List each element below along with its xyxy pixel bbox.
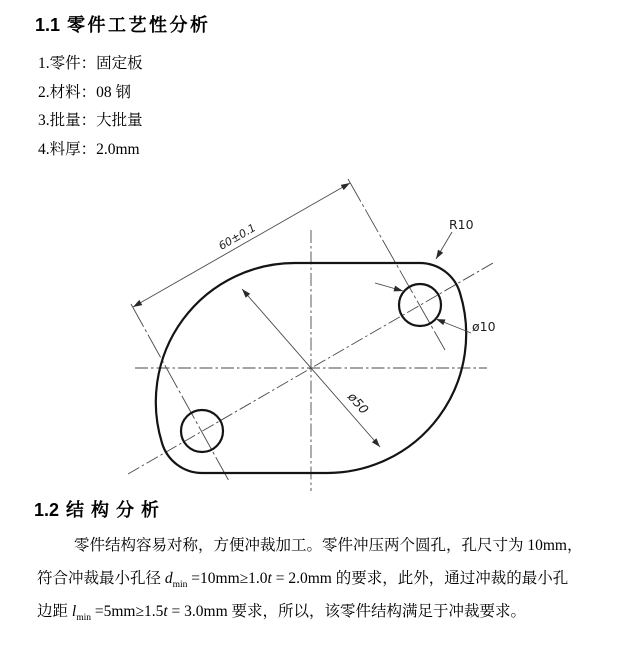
math-subscript: min <box>172 580 188 591</box>
spec-item-material: 2.材料：08 钢 <box>38 83 132 101</box>
section-1-1-number: 1.1 <box>35 15 61 35</box>
section-1-2-number: 1.2 <box>34 500 60 520</box>
arrowhead-icon <box>394 286 404 292</box>
spec-item-batch: 3.批量：大批量 <box>38 112 143 130</box>
math-var-l: l <box>71 603 77 620</box>
paragraph-line-1: 零件结构容易对称，方便冲裁加工。零件冲压两个圆孔，孔尺寸为 10mm， <box>74 537 583 554</box>
spec-item-part-name: 1.零件：固定板 <box>38 55 143 73</box>
arrowhead-icon <box>341 183 350 190</box>
dim-label-50: ø50 <box>344 389 372 417</box>
spec-item-thickness: 4.料厚：2.0mm <box>38 140 140 158</box>
section-1-1-title: 零件工艺性分析 <box>67 15 211 35</box>
arrowhead-icon <box>133 300 142 307</box>
section-1-2-heading <box>34 496 166 522</box>
text-run: = 2.0mm 的要求，此外，通过冲裁的最小孔 <box>271 570 569 587</box>
dim-label-r10: R10 <box>449 217 474 232</box>
section-1-2-title: 结构分析 <box>66 500 167 520</box>
dim-label-hole-dia: ø10 <box>472 319 496 334</box>
math-var-t: t <box>163 603 168 620</box>
paragraph-line-2 <box>37 562 619 595</box>
text-run: = 3.0mm 要求，所以，该零件结构满足于冲裁要求。 <box>167 603 527 620</box>
extension-line-lower-hole <box>131 304 229 481</box>
math-var-t: t <box>267 570 272 587</box>
text-run: =5mm≥1.5 <box>90 603 164 620</box>
text-run: =10mm≥1.0 <box>187 570 268 587</box>
math-var-d: d <box>164 570 173 587</box>
text-run: 边距 <box>37 603 72 620</box>
hole-circle-lower-left <box>181 410 223 452</box>
dim-label-60: 60±0.1 <box>216 221 259 253</box>
math-subscript: min <box>76 613 91 624</box>
paragraph-line-3 <box>37 595 619 628</box>
hole-circle-upper-right <box>399 284 441 326</box>
text-run: 符合冲裁最小孔径 <box>37 570 165 587</box>
arrowhead-icon <box>436 250 443 259</box>
analysis-paragraph <box>37 529 619 628</box>
dimension-line-60 <box>133 183 350 307</box>
arrowhead-icon <box>436 319 446 325</box>
